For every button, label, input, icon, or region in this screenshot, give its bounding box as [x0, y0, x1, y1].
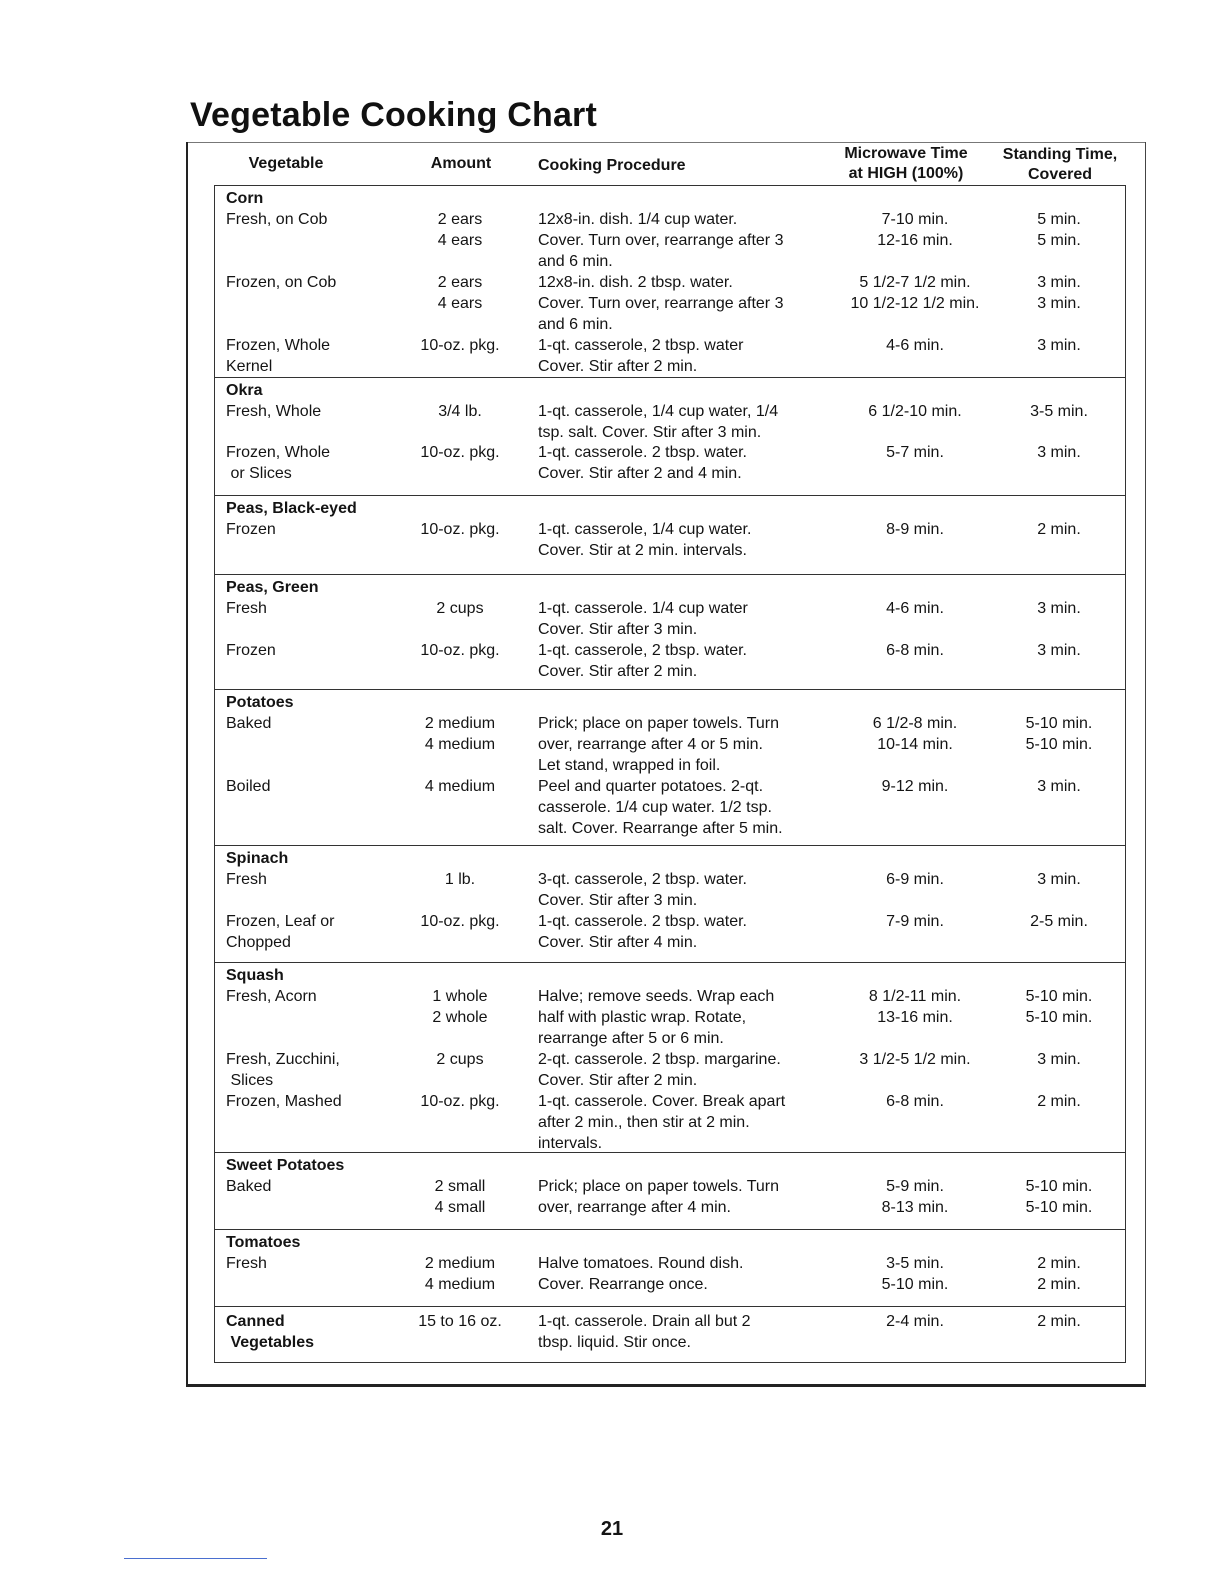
cell-microwave-time: 7-10 min. 12-16 min.: [877, 211, 953, 249]
cell-amount: 10-oz. pkg.: [420, 642, 500, 659]
group-name: Sweet Potatoes: [226, 1157, 345, 1174]
cell-vegetable: Frozen, on Cob: [226, 274, 337, 291]
cell-microwave-time: 6-9 min.: [886, 871, 944, 888]
group-name: Potatoes: [226, 694, 294, 711]
cell-standing-time: 2-5 min.: [1030, 913, 1088, 930]
group-canned-vegetables: [215, 1307, 1125, 1362]
cell-amount: 10-oz. pkg.: [420, 1093, 500, 1110]
page-number: 21: [600, 1518, 624, 1540]
cell-amount: 2 cups: [436, 1051, 484, 1068]
cell-procedure: 1-qt. casserole, 2 tbsp. water Cover. Stir after 2 min.: [538, 337, 744, 375]
group-peas-green: [215, 575, 1125, 690]
group-spinach: [215, 846, 1125, 963]
cell-vegetable: Baked: [226, 1178, 272, 1195]
cell-vegetable: Baked: [226, 715, 272, 732]
cell-procedure: 1-qt. casserole. 2 tbsp. water. Cover. Stir after 2 and 4 min.: [538, 444, 747, 482]
header-microwave-line2: at HIGH (100%): [848, 165, 964, 182]
cell-microwave-time: 5-9 min. 8-13 min.: [881, 1178, 949, 1216]
cell-amount: 2 ears 4 ears: [437, 211, 483, 249]
cell-vegetable: Fresh: [226, 1255, 267, 1272]
cell-microwave-time: 2-4 min.: [886, 1313, 944, 1330]
cell-vegetable: Fresh: [226, 871, 267, 888]
header-microwave-line1: Microwave Time: [844, 145, 968, 162]
group-potatoes: [215, 690, 1125, 846]
cell-procedure: 1-qt. casserole, 2 tbsp. water. Cover. Stir after 2 min.: [538, 642, 747, 680]
header-standing-line1: Standing Time,: [1002, 146, 1118, 163]
cell-procedure: 12x8-in. dish. 2 tbsp. water. Cover. Turn over, rearrange after 3 and 6 min.: [538, 274, 784, 333]
cell-microwave-time: 9-12 min.: [881, 778, 949, 795]
cell-procedure: 1-qt. casserole. Drain all but 2 tbsp. liquid. Stir once.: [538, 1313, 751, 1351]
group-name: Okra: [226, 382, 263, 399]
cell-standing-time: 3 min.: [1037, 642, 1081, 659]
cell-amount: 1 lb.: [444, 871, 476, 888]
cell-amount: 10-oz. pkg.: [420, 337, 500, 354]
cell-procedure: Prick; place on paper towels. Turn over, rearrange after 4 min.: [538, 1178, 780, 1216]
cell-microwave-time: 3-5 min. 5-10 min.: [881, 1255, 949, 1293]
cell-procedure: 3-qt. casserole, 2 tbsp. water. Cover. Stir after 3 min.: [538, 871, 747, 909]
cell-procedure: Prick; place on paper towels. Turn over, rearrange after 4 or 5 min. Let stand, wrapped in foil.: [538, 715, 780, 774]
group-name: Spinach: [226, 850, 289, 867]
cell-standing-time: 5-10 min. 5-10 min.: [1025, 715, 1093, 753]
cell-standing-time: 3-5 min.: [1030, 403, 1088, 420]
cell-amount: 3/4 lb.: [438, 403, 482, 420]
cell-microwave-time: 5 1/2-7 1/2 min. 10 1/2-12 1/2 min.: [850, 274, 980, 312]
cell-vegetable: Frozen, Mashed: [226, 1093, 342, 1110]
cell-microwave-time: 6-8 min.: [886, 1093, 944, 1110]
group-tomatoes: [215, 1230, 1125, 1307]
cell-amount: 2 ears 4 ears: [437, 274, 483, 312]
cell-amount: 15 to 16 oz.: [418, 1313, 502, 1330]
cell-procedure: 1-qt. casserole. 1/4 cup water Cover. Stir after 3 min.: [538, 600, 748, 638]
cell-standing-time: 2 min.: [1037, 1313, 1081, 1330]
header-cooking-procedure: Cooking Procedure: [538, 157, 686, 174]
group-sweet-potatoes: [215, 1153, 1125, 1230]
cell-microwave-time: 6 1/2-10 min.: [868, 403, 962, 420]
group-name: Peas, Black-eyed: [226, 500, 357, 517]
group-peas-black-eyed: [215, 496, 1125, 575]
cell-standing-time: 3 min. 3 min.: [1037, 274, 1081, 312]
cell-standing-time: 3 min.: [1037, 600, 1081, 617]
cell-vegetable: Fresh, Acorn: [226, 988, 317, 1005]
cell-standing-time: 3 min.: [1037, 1051, 1081, 1068]
cell-microwave-time: 8-9 min.: [886, 521, 944, 538]
header-standing-time: [986, 145, 1134, 185]
cell-standing-time: 2 min.: [1037, 1093, 1081, 1110]
page-title: Vegetable Cooking Chart: [190, 96, 598, 134]
cell-microwave-time: 3 1/2-5 1/2 min.: [859, 1051, 971, 1068]
group-name: Canned Vegetables: [226, 1313, 315, 1351]
cell-microwave-time: 4-6 min.: [886, 337, 944, 354]
cell-standing-time: 5-10 min. 5-10 min.: [1025, 1178, 1093, 1216]
cell-procedure: Halve; remove seeds. Wrap each half with plastic wrap. Rotate, rearrange after 5 or 6 min.: [538, 988, 775, 1047]
cell-vegetable: Frozen, Leaf or Chopped: [226, 913, 335, 951]
cell-standing-time: 5 min. 5 min.: [1037, 211, 1081, 249]
cooking-table: [214, 185, 1126, 1363]
cell-amount: 10-oz. pkg.: [420, 444, 500, 461]
cell-amount: 10-oz. pkg.: [420, 521, 500, 538]
table-header: [186, 142, 1146, 188]
group-name: Corn: [226, 190, 264, 207]
cell-vegetable: Frozen, Whole Kernel: [226, 337, 331, 375]
cell-procedure: 1-qt. casserole, 1/4 cup water, 1/4 tsp. salt. Cover. Stir after 3 min.: [538, 403, 779, 441]
cell-microwave-time: 5-7 min.: [886, 444, 944, 461]
cell-standing-time: 2 min. 2 min.: [1037, 1255, 1081, 1293]
header-vegetable: Vegetable: [248, 155, 324, 172]
cell-vegetable: Boiled: [226, 778, 271, 795]
cell-vegetable: Frozen, Whole or Slices: [226, 444, 331, 482]
cell-amount: 2 medium 4 medium: [424, 1255, 496, 1293]
cell-microwave-time: 6 1/2-8 min. 10-14 min.: [872, 715, 958, 753]
cell-microwave-time: 7-9 min.: [886, 913, 944, 930]
cell-amount: 2 small 4 small: [434, 1178, 486, 1216]
cell-procedure: Halve tomatoes. Round dish. Cover. Rearrange once.: [538, 1255, 744, 1293]
cell-procedure: 1-qt. casserole. 2 tbsp. water. Cover. Stir after 4 min.: [538, 913, 747, 951]
cell-standing-time: 3 min.: [1037, 337, 1081, 354]
cell-amount: 2 cups: [436, 600, 484, 617]
cell-procedure: Peel and quarter potatoes. 2-qt. casserole. 1/4 cup water. 1/2 tsp. salt. Cover. Rearrange after 5 min.: [538, 778, 783, 837]
cell-vegetable: Fresh, on Cob: [226, 211, 328, 228]
group-name: Peas, Green: [226, 579, 319, 596]
group-name: Squash: [226, 967, 284, 984]
footer-divider: [124, 1558, 267, 1559]
header-amount: Amount: [430, 155, 492, 172]
cell-amount: 1 whole 2 whole: [432, 988, 488, 1026]
cell-microwave-time: 8 1/2-11 min. 13-16 min.: [868, 988, 962, 1026]
cell-standing-time: 3 min.: [1037, 871, 1081, 888]
cell-amount: 2 medium 4 medium: [424, 715, 496, 753]
cell-procedure: 2-qt. casserole. 2 tbsp. margarine. Cover. Stir after 2 min.: [538, 1051, 781, 1089]
cell-microwave-time: 6-8 min.: [886, 642, 944, 659]
cell-standing-time: 2 min.: [1037, 521, 1081, 538]
cell-procedure: 12x8-in. dish. 1/4 cup water. Cover. Turn over, rearrange after 3 and 6 min.: [538, 211, 784, 270]
header-microwave-time: [816, 144, 996, 184]
cell-amount: 10-oz. pkg.: [420, 913, 500, 930]
cell-procedure: 1-qt. casserole, 1/4 cup water. Cover. Stir at 2 min. intervals.: [538, 521, 752, 559]
cell-vegetable: Frozen: [226, 521, 276, 538]
cell-standing-time: 3 min.: [1037, 778, 1081, 795]
group-okra: [215, 378, 1125, 496]
group-name: Tomatoes: [226, 1234, 301, 1251]
header-standing-line2: Covered: [1027, 166, 1093, 183]
cell-vegetable: Frozen: [226, 642, 276, 659]
group-corn: [215, 186, 1125, 378]
cell-amount: 4 medium: [424, 778, 496, 795]
cell-microwave-time: 4-6 min.: [886, 600, 944, 617]
group-squash: [215, 963, 1125, 1153]
cell-standing-time: 3 min.: [1037, 444, 1081, 461]
cell-vegetable: Fresh, Zucchini, Slices: [226, 1051, 340, 1089]
cell-vegetable: Fresh, Whole: [226, 403, 322, 420]
cell-standing-time: 5-10 min. 5-10 min.: [1025, 988, 1093, 1026]
cell-procedure: 1-qt. casserole. Cover. Break apart after 2 min., then stir at 2 min. intervals.: [538, 1093, 786, 1152]
cell-vegetable: Fresh: [226, 600, 267, 617]
